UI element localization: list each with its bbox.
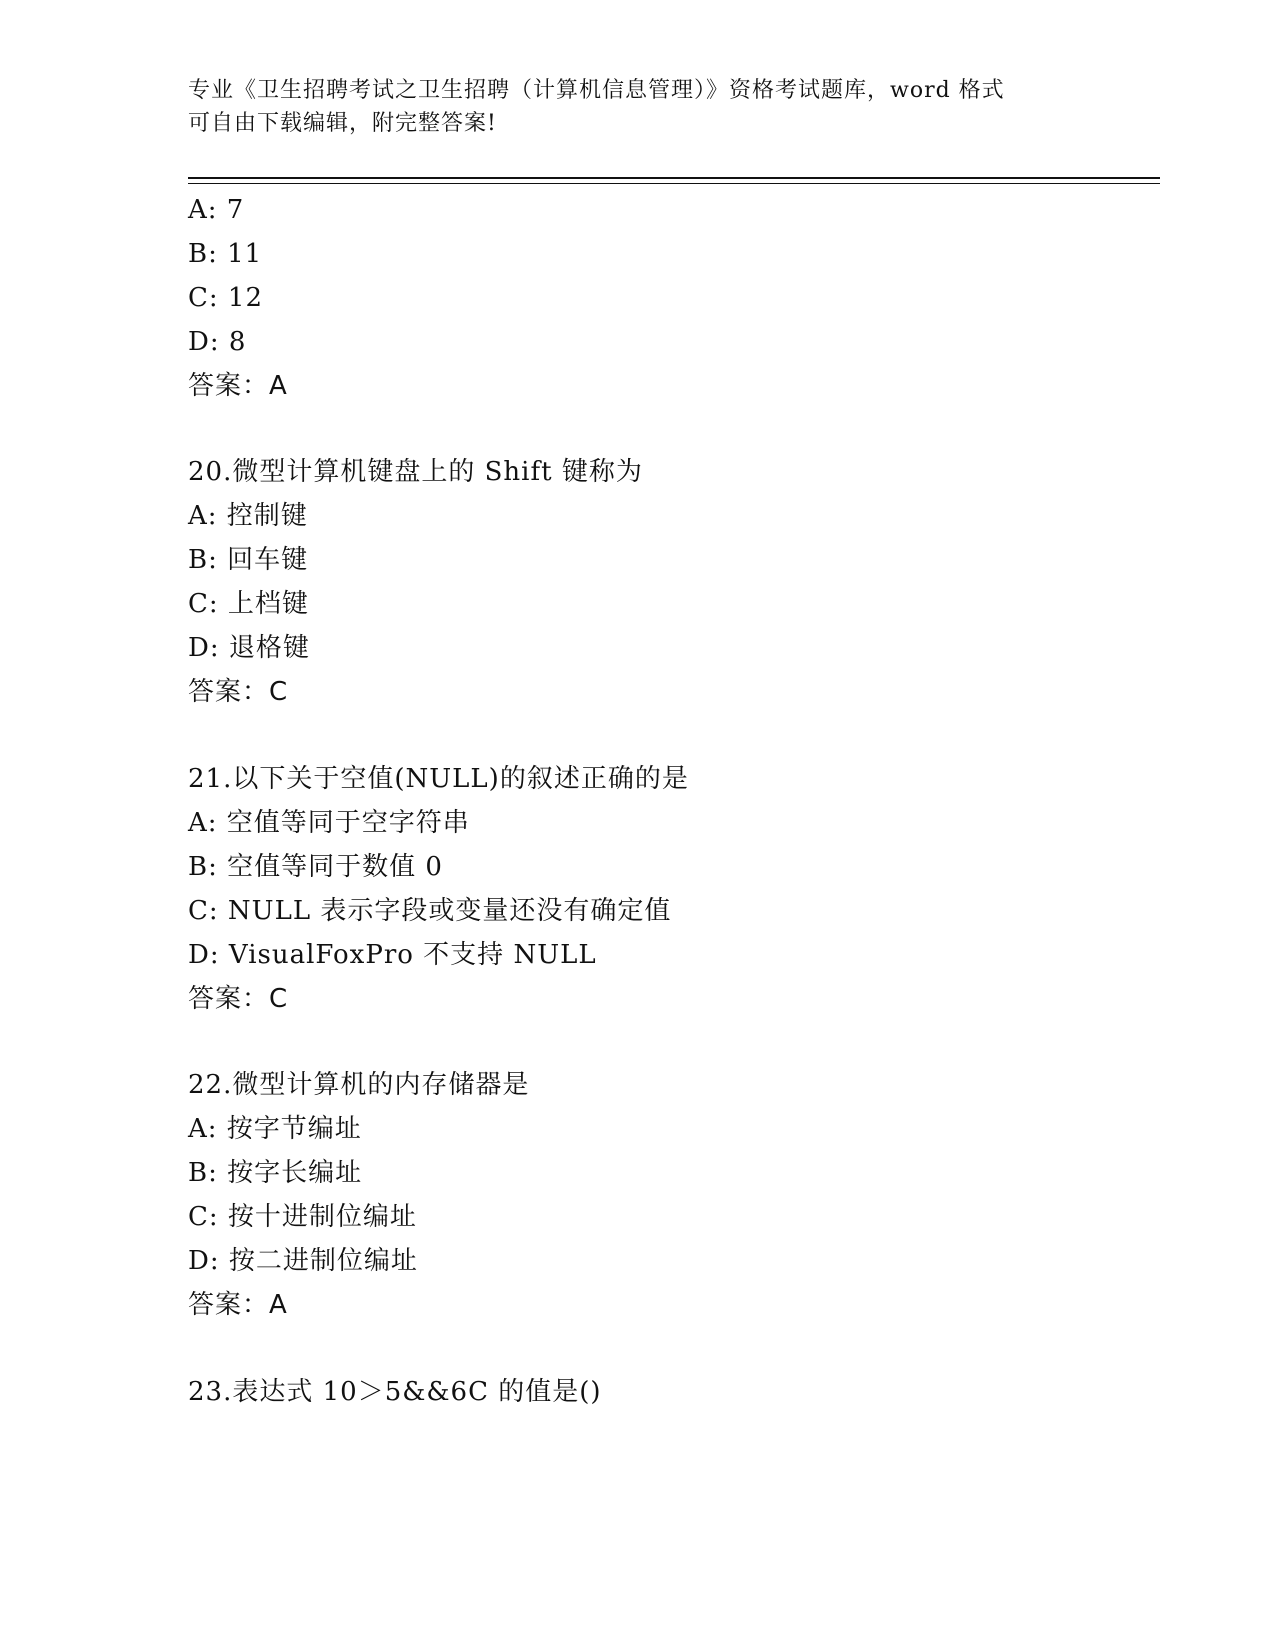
q19-option-b: B: 11 <box>188 239 263 269</box>
q20-option-c: C: 上档键 <box>188 589 309 619</box>
q20-answer: 答案：C <box>188 677 289 707</box>
q22-option-c: C: 按十进制位编址 <box>188 1202 417 1232</box>
q20-option-b: B: 回车键 <box>188 545 309 575</box>
q22-question: 22.微型计算机的内存储器是 <box>188 1070 530 1100</box>
header-title-line-2: 可自由下载编辑，附完整答案! <box>188 111 497 136</box>
header-divider-thin <box>188 183 1160 184</box>
document-header <box>188 74 1088 140</box>
q22-option-d: D: 按二进制位编址 <box>188 1246 418 1276</box>
q22-option-a: A: 按字节编址 <box>188 1114 362 1144</box>
q21-answer: 答案：C <box>188 984 289 1014</box>
q21-option-b: B: 空值等同于数值 0 <box>188 852 443 882</box>
q21-question: 21.以下关于空值(NULL)的叙述正确的是 <box>188 764 689 794</box>
q22-option-b: B: 按字长编址 <box>188 1158 363 1188</box>
q19-option-a: A: 7 <box>188 195 245 225</box>
q20-option-a: A: 控制键 <box>188 501 308 531</box>
header-title-line-1: 专业《卫生招聘考试之卫生招聘（计算机信息管理）》资格考试题库，word 格式 <box>188 78 1005 103</box>
q23-question: 23.表达式 10＞5&&6C 的值是() <box>188 1377 602 1407</box>
q21-option-c: C: NULL 表示字段或变量还没有确定值 <box>188 896 672 926</box>
q19-answer: 答案：A <box>188 371 288 401</box>
q22-answer: 答案：A <box>188 1290 288 1320</box>
q21-option-d: D: VisualFoxPro 不支持 NULL <box>188 940 597 970</box>
q19-option-d: D: 8 <box>188 327 247 357</box>
q21-option-a: A: 空值等同于空字符串 <box>188 808 470 838</box>
q20-option-d: D: 退格键 <box>188 633 310 663</box>
header-divider-thick <box>188 177 1160 179</box>
q20-question: 20.微型计算机键盘上的 Shift 键称为 <box>188 457 643 487</box>
q19-option-c: C: 12 <box>188 283 264 313</box>
